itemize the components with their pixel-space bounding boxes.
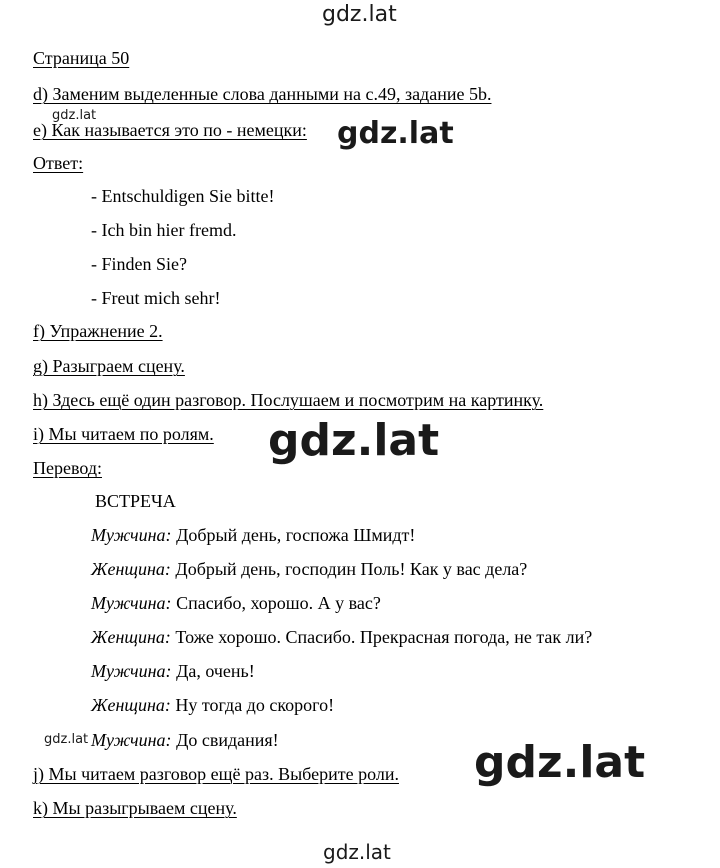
- utterance: Добрый день, госпожа Шмидт!: [171, 525, 416, 545]
- watermark-small-2: gdz.lat: [44, 732, 89, 747]
- dialog-title: ВСТРЕЧА: [95, 491, 176, 511]
- dialog-line: [91, 626, 592, 648]
- speaker: Мужчина:: [91, 525, 172, 545]
- watermark-huge-2: gdz.lat: [474, 737, 646, 788]
- watermark-bottom: gdz.lat: [323, 840, 391, 864]
- task-e: e) Как называется это по - немецки:: [33, 120, 307, 140]
- utterance: Да, очень!: [171, 661, 255, 681]
- speaker: Женщина:: [91, 627, 171, 647]
- answer-label: Ответ:: [33, 153, 84, 173]
- watermark-small-1: gdz.lat: [52, 108, 97, 123]
- utterance: Тоже хорошо. Спасибо. Прекрасная погода, не так ли?: [170, 627, 593, 647]
- translation-label: Перевод:: [33, 458, 102, 478]
- watermark-top: gdz.lat: [322, 2, 397, 27]
- answer-item: - Finden Sie?: [91, 254, 187, 274]
- speaker: Мужчина:: [91, 593, 172, 613]
- dialog-line: [91, 558, 527, 580]
- speaker: Мужчина:: [91, 661, 172, 681]
- speaker: Женщина:: [91, 559, 171, 579]
- watermark-huge-1: gdz.lat: [268, 415, 440, 466]
- task-i: i) Мы читаем по ролям.: [33, 424, 214, 444]
- task-j: j) Мы читаем разговор ещё раз. Выберите роли.: [33, 764, 399, 784]
- answer-item: - Entschuldigen Sie bitte!: [91, 186, 275, 206]
- utterance: До свидания!: [171, 730, 279, 750]
- watermark-big-1: gdz.lat: [337, 116, 454, 151]
- answer-item: - Ich bin hier fremd.: [91, 220, 237, 240]
- page-title: Страница 50: [33, 48, 130, 68]
- utterance: Добрый день, господин Поль! Как у вас дела?: [170, 559, 528, 579]
- dialog-line: [91, 524, 415, 546]
- dialog-line: [91, 660, 255, 682]
- task-k: k) Мы разыгрываем сцену.: [33, 798, 237, 818]
- speaker: Мужчина:: [91, 730, 172, 750]
- answer-item: - Freut mich sehr!: [91, 288, 221, 308]
- task-h: h) Здесь ещё один разговор. Послушаем и посмотрим на картинку.: [33, 390, 544, 410]
- utterance: Спасибо, хорошо. А у вас?: [171, 593, 381, 613]
- task-d: d) Заменим выделенные слова данными на с.49, задание 5b.: [33, 84, 492, 104]
- speaker: Женщина:: [91, 695, 171, 715]
- dialog-line: [91, 694, 334, 716]
- dialog-line: [91, 592, 381, 614]
- task-g: g) Разыграем сцену.: [33, 356, 185, 376]
- utterance: Ну тогда до скорого!: [170, 695, 335, 715]
- task-f: f) Упражнение 2.: [33, 321, 163, 341]
- dialog-line: [91, 729, 279, 751]
